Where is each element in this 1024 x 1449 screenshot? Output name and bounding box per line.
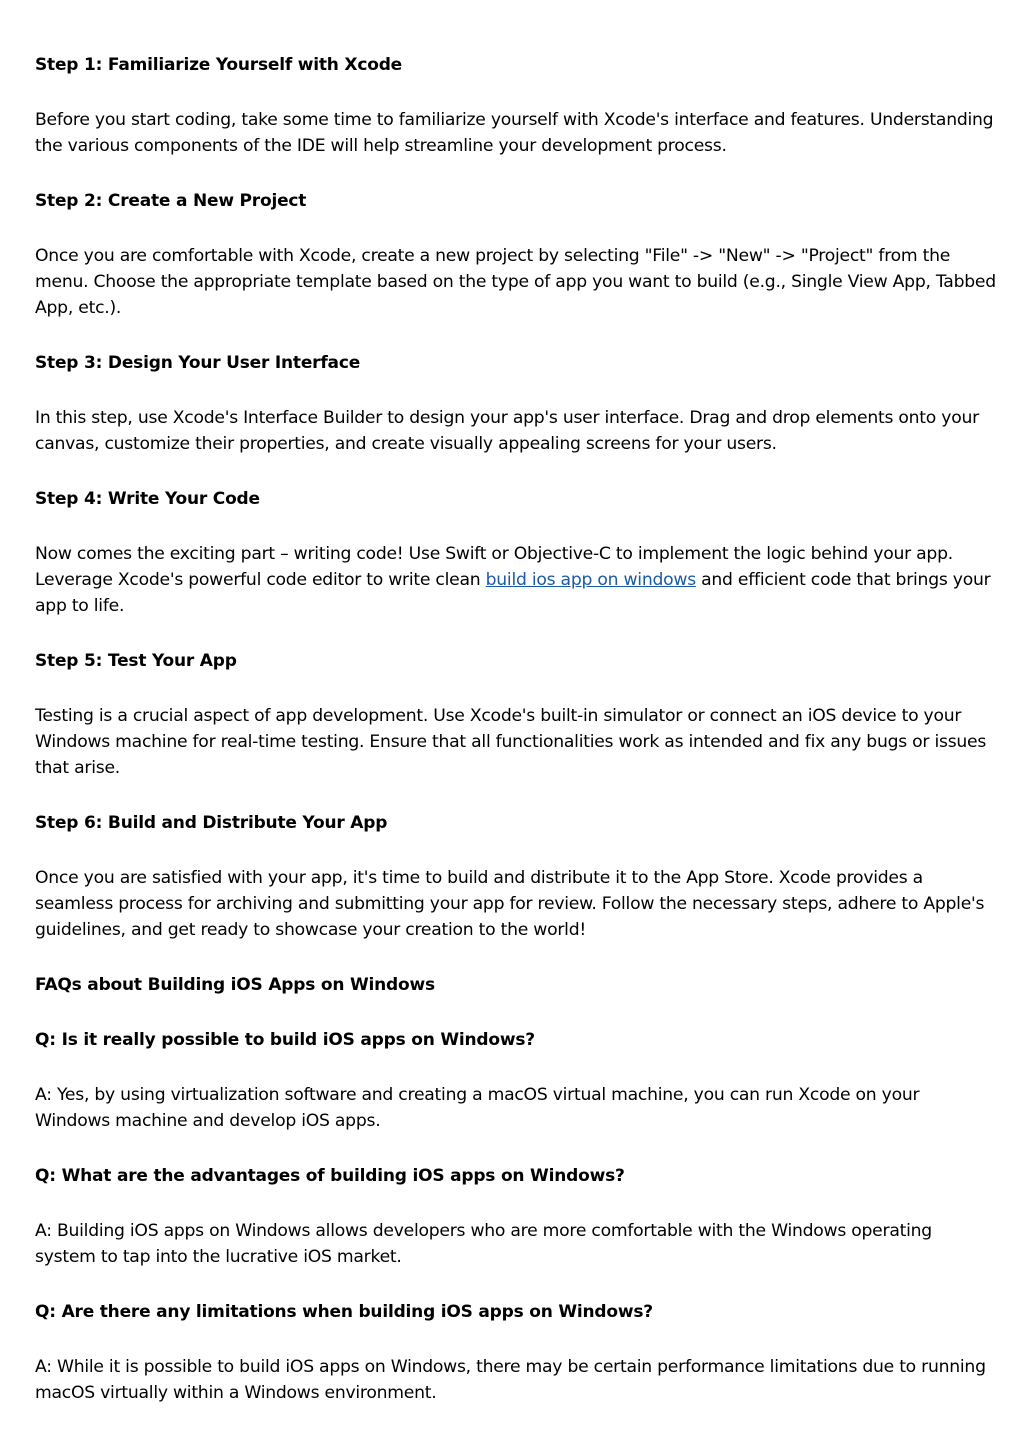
step-1-body: Before you start coding, take some time to familiarize yourself with Xcode's interface and features. Understanding the various components of the IDE will help streamline your development process.: [35, 110, 994, 156]
step-6-heading: Step 6: Build and Distribute Your App: [35, 813, 388, 833]
step-6-body: Once you are satisfied with your app, it's time to build and distribute it to the App Store. Xcode provides a seamless process for archiving and submitting your app for review. Follow the necessary steps, adhere to Apple's guidelines, and get ready to showcase your creation to the world!: [35, 868, 985, 940]
faq-answer-1: A: Yes, by using virtualization software and creating a macOS virtual machine, you can run Xcode on your Windows machine and develop iOS apps.: [35, 1085, 920, 1131]
step-5-body: Testing is a crucial aspect of app development. Use Xcode's built-in simulator or connect an iOS device to your Windows machine for real-time testing. Ensure that all functionalities work as intended and fix any bugs or issues that arise.: [35, 706, 987, 778]
faq-question-2: Q: What are the advantages of building iOS apps on Windows?: [35, 1166, 625, 1186]
step-4-body-after: and efficient code that brings your app to life.: [35, 570, 991, 616]
document-page: [35, 52, 997, 1435]
step-1-heading: Step 1: Familiarize Yourself with Xcode: [35, 55, 402, 75]
step-3-body: In this step, use Xcode's Interface Builder to design your app's user interface. Drag and drop elements onto your canvas, customize their properties, and create visually appealing screens for your users.: [35, 408, 979, 454]
step-3-heading: Step 3: Design Your User Interface: [35, 353, 361, 373]
faq-answer-3: A: While it is possible to build iOS apps on Windows, there may be certain performance limitations due to running macOS virtually within a Windows environment.: [35, 1357, 986, 1403]
step-2-heading: Step 2: Create a New Project: [35, 191, 307, 211]
step-4-body: [35, 541, 997, 619]
step-4-heading: Step 4: Write Your Code: [35, 489, 260, 509]
faq-answer-2: A: Building iOS apps on Windows allows developers who are more comfortable with the Windows operating system to tap into the lucrative iOS market.: [35, 1221, 932, 1267]
faq-question-3: Q: Are there any limitations when building iOS apps on Windows?: [35, 1302, 653, 1322]
step-2-body: Once you are comfortable with Xcode, create a new project by selecting "File" -> "New" -> "Project" from the menu. Choose the appropriate template based on the type of app you want to build (e.g., Single View App, Tabbed App, etc.).: [35, 246, 996, 318]
build-ios-app-link[interactable]: build ios app on windows: [485, 570, 696, 590]
faq-title: FAQs about Building iOS Apps on Windows: [35, 975, 435, 995]
faq-question-1: Q: Is it really possible to build iOS apps on Windows?: [35, 1030, 535, 1050]
step-5-heading: Step 5: Test Your App: [35, 651, 237, 671]
step-4-body-before: Now comes the exciting part – writing code! Use Swift or Objective-C to implement the logic behind your app. Leverage Xcode's powerful code editor to write clean: [35, 544, 953, 590]
